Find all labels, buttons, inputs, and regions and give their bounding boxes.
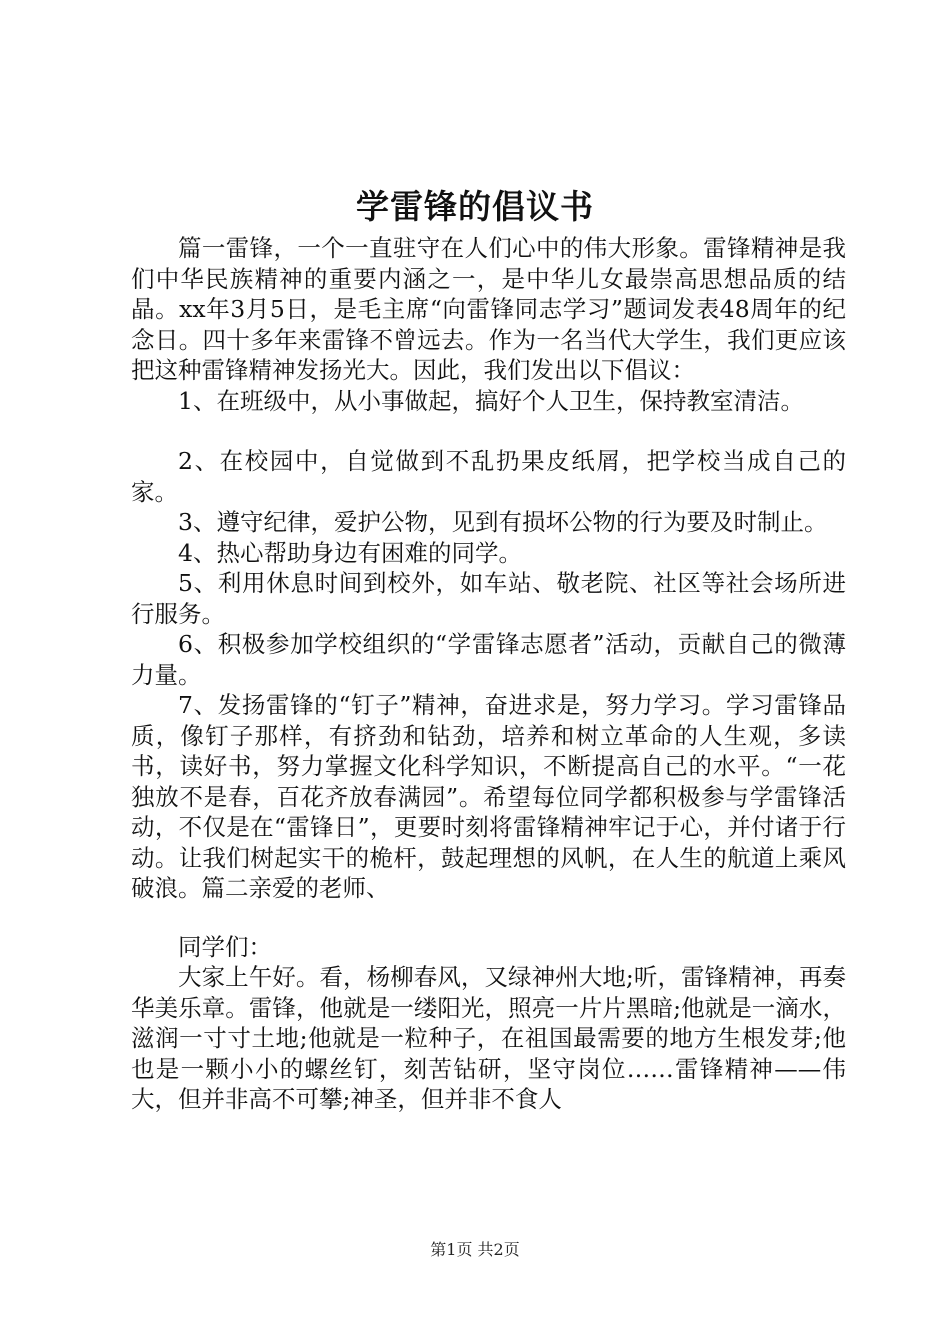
proposal-item-3: 3、遵守纪律，爱护公物，见到有损坏公物的行为要及时制止。 (178, 508, 828, 536)
document-title: 学雷锋的倡议书 (356, 187, 594, 226)
proposal-item-7: 7、发扬雷锋的“钉子”精神，奋进求是，努力学习。学习雷锋品质，像钉子那样，有挤劲和钻劲，培养和树立革命的人生观，多读书，读好书，努力掌握文化科学知识，不断提高自己的水平。“一花独放不是春，百花齐放春满园”。希望每位同学都积极参与学雷锋活动，不仅是在“雷锋日”，更要时刻将雷锋精神牢记于心，并付诸于行动。让我们树起实干的桅杆，鼓起理想的风帆，在人生的航道上乘风破浪。篇二亲爱的老师、 (131, 691, 846, 902)
proposal-item-5: 5、利用休息时间到校外，如车站、敬老院、社区等社会场所进行服务。 (131, 569, 846, 628)
salutation: 同学们： (178, 932, 272, 961)
intro-paragraph: 篇一雷锋，一个一直驻守在人们心中的伟大形象。雷锋精神是我们中华民族精神的重要内涵之一，是中华儿女最崇高思想品质的结晶。xx年3月5日，是毛主席“向雷锋同志学习”题词发表48周年的纪念日。四十多年来雷锋不曾远去。作为一名当代大学生，我们更应该把这种雷锋精神发扬光大。因此，我们发出以下倡议： (131, 234, 846, 384)
proposal-item-4: 4、热心帮助身边有困难的同学。 (178, 538, 522, 567)
page-footer: 第1页 共2页 (430, 1240, 520, 1259)
proposal-item-2: 2、在校园中，自觉做到不乱扔果皮纸屑，把学校当成自己的家。 (131, 447, 846, 506)
document-body (131, 233, 846, 1115)
proposal-item-1: 1、在班级中，从小事做起，搞好个人卫生，保持教室清洁。 (178, 386, 804, 415)
proposal-item-6: 6、积极参加学校组织的“学雷锋志愿者”活动，贡献自己的微薄力量。 (131, 630, 846, 689)
blank-line (131, 416, 846, 446)
blank-line (131, 904, 846, 932)
speech-paragraph: 大家上午好。看，杨柳春风，又绿神州大地;听，雷锋精神，再奏华美乐章。雷锋，他就是一缕阳光，照亮一片片黑暗;他就是一滴水，滋润一寸寸土地;他就是一粒种子，在祖国最需要的地方生根发芽;他也是一颗小小的螺丝钉，刻苦钻研，坚守岗位……雷锋精神——伟大，但并非高不可攀;神圣，但并非不食人 (131, 963, 846, 1113)
